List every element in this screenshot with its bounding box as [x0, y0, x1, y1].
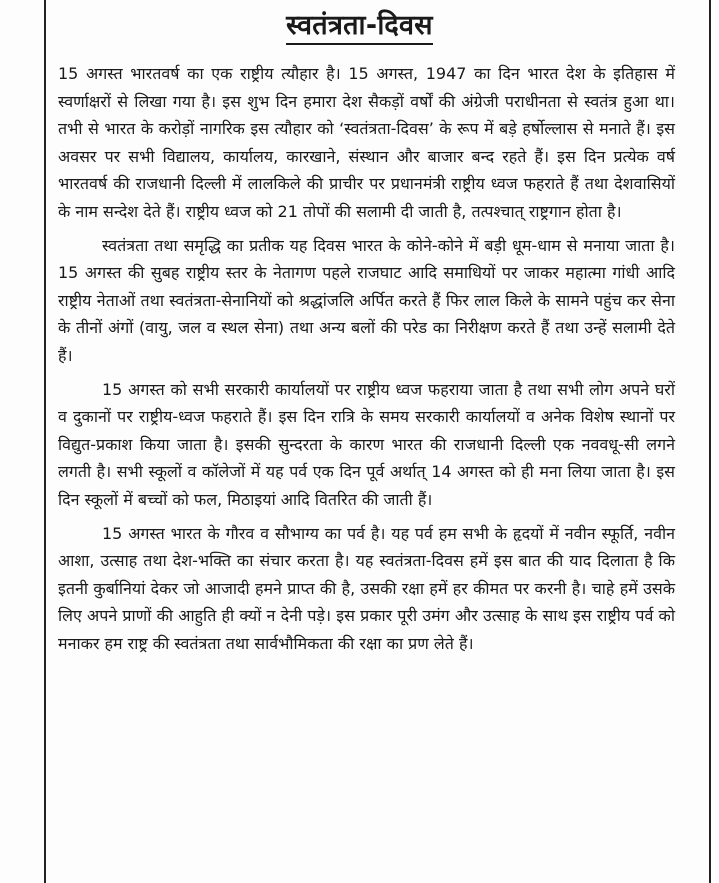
- essay-body: [58, 60, 675, 657]
- essay-title: [0, 8, 719, 44]
- paragraph-2: स्वतंत्रता तथा समृद्धि का प्रतीक यह दिवस भारत के कोने-कोने में बड़ी धूम-धाम से मनाया जाता है। 15 अगस्त की सुबह राष्ट्रीय स्तर के नेतागण पहले राजघाट आदि समाधियों पर जाकर महात्मा गांधी आदि राष्ट्रीय नेताओं तथा स्वतंत्रता-सेनानियों को श्रद्धांजलि अर्पित करते हैं फिर लाल किले के सामने पहुंच कर सेना के तीनों अंगों (वायु, जल व स्थल सेना) तथा अन्य बलों की परेड का निरीक्षण करते हैं तथा उन्हें सलामी देते हैं।: [58, 235, 675, 365]
- page-left-border: [44, 0, 46, 883]
- essay-title-text: स्वतंत्रता-दिवस: [286, 10, 433, 45]
- paragraph-1: 15 अगस्त भारतवर्ष का एक राष्ट्रीय त्यौहार है। 15 अगस्त, 1947 का दिन भारत देश के इतिहास में स्वर्णाक्षरों से लिखा गया है। इस शुभ दिन हमारा देश सैकड़ों वर्षों की अंग्रेजी पराधीनता से स्वतंत्र हुआ था। तभी से भारत के करोड़ों नागरिक इस त्यौहार को ‘स्वतंत्रता-दिवस’ के रूप में बड़े हर्षोल्लास से मनाते हैं। इस अवसर पर सभी विद्यालय, कार्यालय, कारखाने, संस्थान और बाजार बन्द रहते हैं। इस दिन प्रत्येक वर्ष भारतवर्ष की राजधानी दिल्ली में लालकिले की प्राचीर पर प्रधानमंत्री राष्ट्रीय ध्वज फहराते हैं तथा देशवासियों के नाम सन्देश देते हैं। राष्ट्रीय ध्वज को 21 तोपों की सलामी दी जाती है, तत्पश्चात् राष्ट्रगान होता है।: [58, 64, 675, 221]
- paragraph-3: 15 अगस्त को सभी सरकारी कार्यालयों पर राष्ट्रीय ध्वज फहराया जाता है तथा सभी लोग अपने घरों व दुकानों पर राष्ट्रीय-ध्वज फहराते हैं। इस दिन रात्रि के समय सरकारी कार्यालयों व अनेक विशेष स्थानों पर विद्युत-प्रकाश किया जाता है। इसकी सुन्दरता के कारण भारत की राजधानी दिल्ली एक नववधू-सी लगने लगती है। सभी स्कूलों व कॉलेजों में यह पर्व एक दिन पूर्व अर्थात् 14 अगस्त को ही मना लिया जाता है। इस दिन स्कूलों में बच्चों को फल, मिठाइयां आदि वितरित की जाती हैं।: [58, 379, 675, 509]
- paragraph-4: 15 अगस्त भारत के गौरव व सौभाग्य का पर्व है। यह पर्व हम सभी के हृदयों में नवीन स्फूर्ति, नवीन आशा, उत्साह तथा देश-भक्ति का संचार करता है। यह स्वतंत्रता-दिवस हमें इस बात की याद दिलाता है कि इतनी कुर्बानियां देकर जो आजादी हमने प्राप्त की है, उसकी रक्षा हमें हर कीमत पर करनी है। चाहे हमें उसके लिए अपने प्राणों की आहुति ही क्यों न देनी पड़े। इस प्रकार पूरी उमंग और उत्साह के साथ इस राष्ट्रीय पर्व को मनाकर हम राष्ट्र की स्वतंत्रता तथा सार्वभौमिकता की रक्षा का प्रण लेते हैं।: [58, 523, 675, 653]
- page-right-border: [709, 0, 711, 883]
